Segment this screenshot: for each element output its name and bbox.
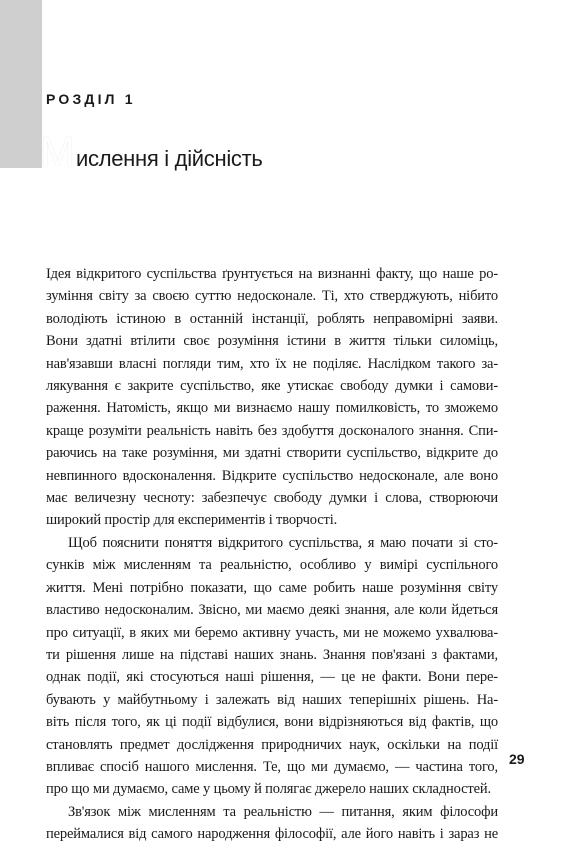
body-line: невпинного вдосконалення. Відкрите суспільство недосконале, але воно bbox=[46, 467, 498, 484]
body-line: зуміння світу за своєю суттю недосконале. Ті, хто стверджують, нібито bbox=[46, 288, 498, 305]
body-line: Ідея відкритого суспільства ґрунтується на визнанні факту, що наше ро- bbox=[46, 266, 498, 282]
body-line: про ситуації, в яких ми беремо активну участь, ми не можемо ухвалюва- bbox=[46, 624, 498, 641]
page-number: 29 bbox=[509, 751, 525, 767]
body-line: раження. Натомість, якщо ми визнаємо нашу помилковість, то зможемо bbox=[46, 400, 498, 417]
body-line: лякування є закрите суспільство, яке утискає свободу думки і самови- bbox=[46, 378, 498, 395]
body-line: Щоб пояснити поняття відкритого суспільства, я маю почати зі сто- bbox=[68, 534, 498, 551]
body-line: впливає спосіб нашого мислення. Те, що ми думаємо, — частина того, bbox=[46, 758, 498, 775]
body-line: Вони здатні втілити своє розуміння істини в життя тільки силоміць, bbox=[46, 333, 498, 350]
body-line: становлять предмет дослідження природничих наук, оскільки на події bbox=[46, 736, 498, 753]
body-line: нав'язавши власні погляди тим, хто їх не поділяє. Наслідком такого за- bbox=[46, 355, 498, 372]
chapter-label: РОЗДІЛ 1 bbox=[46, 91, 136, 107]
title-drop-cap: М bbox=[40, 128, 75, 175]
body-line: раючись на таке розуміння, ми здатні створити суспільство, відкрите до bbox=[46, 445, 498, 462]
body-line: життя. Мені потрібно показати, що саме робить наше розуміння світу bbox=[46, 579, 498, 596]
title-text: ислення і дійсність bbox=[76, 146, 263, 171]
body-text bbox=[46, 263, 498, 846]
chapter-title bbox=[42, 127, 263, 173]
body-line: переймалися від самого народження філософії, але його навіть і зараз не bbox=[46, 826, 498, 843]
body-line: про що ми думаємо, саме у цьому й полягає джерело наших складностей. bbox=[46, 781, 491, 798]
body-line: сунків між мисленням та реальністю, особливо у вимірі суспільного bbox=[46, 557, 498, 574]
chapter-gray-bar bbox=[0, 0, 42, 168]
body-line: ти рішення лише на підставі наших знань. Знання пов'язані з фактами, bbox=[46, 646, 498, 663]
body-line: бувають у майбутньому і залежать від наших теперішніх рішень. На- bbox=[46, 691, 498, 708]
body-line: Зв'язок між мисленням та реальністю — питання, яким філософи bbox=[68, 803, 498, 820]
body-line: краще розуміти реальність навіть без здобуття досконалого знання. Спи- bbox=[46, 422, 498, 439]
body-line: володіють істиною в останній інстанції, роблять неправомірні заяви. bbox=[46, 310, 498, 327]
body-line: широкий простір для експериментів і творчості. bbox=[46, 512, 338, 529]
body-line: віть після того, як ці події відбулися, вони відрізняються від фактів, що bbox=[46, 714, 498, 731]
body-line: однак події, які стосуються наші рішення, — це не факти. Вони пере- bbox=[46, 669, 498, 686]
body-line: властиво недосконалим. Звісно, ми маємо деякі знання, але коли йдеться bbox=[46, 602, 498, 619]
body-line: має величезну чесноту: забезпечує свободу думки і слова, створюючи bbox=[46, 490, 498, 507]
